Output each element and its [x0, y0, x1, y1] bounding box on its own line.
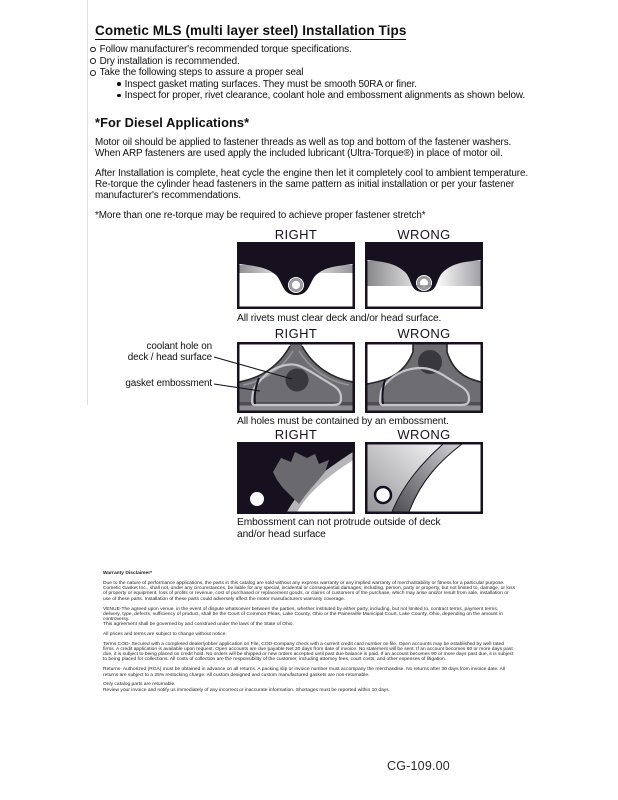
list-item — [117, 79, 525, 91]
open-bullet-icon — [90, 47, 96, 53]
list-item — [90, 56, 525, 68]
page-number: CG-109.00 — [387, 759, 450, 773]
disclaimer-paragraph: Only catalog parts are returnable. — [103, 682, 176, 688]
open-bullet-icon — [90, 70, 96, 76]
rivet-clearance-right-illustration — [237, 242, 355, 309]
installation-tips-list — [90, 44, 525, 102]
right-label: RIGHT — [274, 227, 318, 242]
coolant-hole-label: coolant hole on deck / head surface — [127, 341, 212, 363]
holes-right-diagram — [237, 342, 355, 413]
coolant-hole — [286, 369, 309, 392]
rivet-clearance-wrong-illustration — [365, 242, 483, 309]
diagram-caption: All holes must be contained by an embossment. — [237, 416, 449, 427]
section-heading: *For Diesel Applications* — [95, 115, 250, 130]
warranty-disclaimer — [103, 571, 517, 698]
diesel-applications-section — [95, 115, 531, 230]
disclaimer-paragraph: Returns- Authorized (RGA) must be obtained in advance on all returns. A packing slip or invoice number must accompany the merchandise. No returns after 30 days from invoice date. All returns are subject to a 25% restocking charge. All custom designed and custom manufactured gaskets are non-returnable. — [103, 667, 506, 678]
tip-text: Inspect gasket mating surfaces. They must be smooth 50RA or finer. — [124, 78, 417, 90]
right-label: RIGHT — [274, 427, 318, 442]
embossment-wrong-diagram — [365, 442, 483, 514]
disclaimer-paragraph: VENUE-The agreed upon venue, in the event of dispute whatsoever between the parties, whether instituted by either party, including, but not limited to, contract terms, payment terms, delivery, type, defects, sufficiency of product, shall be the Court of Common Pleas, Lake County, Ohio or the Painesville Municipal Court, Lake County, Ohio, depending on the amount in controversy. — [103, 606, 503, 622]
rivet-wrong-diagram — [365, 242, 483, 309]
bolt-hole — [250, 492, 264, 506]
paragraph: After Installation is complete, heat cycle the engine then let it completely cool to ambient temperature. Re-torque the cylinder head fasteners in the same pattern as initial installation or per your fastener manufacturer's recommendations. — [95, 168, 529, 201]
disclaimer-paragraph: All prices and terms are subject to change without notice. — [103, 632, 227, 637]
disclaimer-paragraph: This agreement shall be governed by and construed under the laws of the State of Ohio. — [103, 622, 294, 628]
embossment-right-illustration — [237, 442, 355, 514]
embossment-right-diagram — [237, 442, 355, 514]
tip-text: Follow manufacturer's recommended torque specifications. — [99, 44, 352, 55]
disclaimer-heading: Warranty Disclaimer* — [103, 571, 153, 576]
open-bullet-icon — [90, 58, 96, 64]
tip-text: Inspect for proper, rivet clearance, coolant hole and embossment alignments as shown below. — [124, 90, 525, 102]
gasket-embossment-label: gasket embossment — [125, 378, 212, 389]
rivet-right-diagram — [237, 242, 355, 309]
wrong-label: WRONG — [397, 326, 451, 341]
paragraph: Motor oil should be applied to fastener threads as well as top and bottom of the fastener washers. When ARP fasteners are used apply the included lubricant (Ultra-Torque®) in place of motor oil. — [95, 137, 512, 159]
holes-right-illustration — [237, 342, 355, 413]
tip-text: Take the following steps to assure a proper seal — [99, 67, 304, 79]
page-title: Cometic MLS (multi layer steel) Installation Tips — [95, 23, 407, 38]
embossment-wrong-illustration — [365, 442, 483, 514]
holes-wrong-illustration — [365, 342, 483, 413]
list-item — [90, 67, 525, 79]
disclaimer-paragraph: Terms COD- Secured with a completed dealer/jobber application on File, COD-Company check with a current credit card number on file. Open accounts may be established by well rated firms. A credit application is available upon request. Open accounts are due payable Net 30 days from date of invoice. No statement will be sent. If an account becomes 60 or more days past due, it is subject to being placed on credit hold. No orders will be shipped or new orders accepted until past due balance is paid. If an account becomes 90 or more days past due, it is subject to being placed for collections. All costs of collection are the responsibility of the customer, including attorney fees, court costs, and other expenses of litigation. — [103, 641, 514, 663]
bullet-icon — [117, 94, 121, 98]
wrong-label: WRONG — [397, 227, 451, 242]
wrong-label: WRONG — [397, 427, 451, 442]
list-item — [117, 90, 525, 102]
bolt-hole — [375, 487, 391, 503]
bullet-icon — [117, 82, 121, 86]
right-label: RIGHT — [274, 326, 318, 341]
diagram-caption: Embossment can not protrude outside of deck and/or head surface — [237, 517, 441, 540]
disclaimer-paragraph: Due to the nature of performance applications, the parts in this catalog are sold without any express warranty or any implied warranty of merchantability or fitness for a particular purpose. Cometic Gasket Inc., shall not, under any circumstances, be liable for any special, incidental or consequential damages, including, person, party or property, but not limited to, damage, or loss of property or equipment, loss of profits or revenue, cost of purchased or replacement goods, or claims of customers of the purchase, which may arise and/or result from sale, installation or use of these parts. Installation of these parts could adversely affect the motor manufacturers warranty coverage. — [103, 581, 516, 602]
holes-wrong-diagram — [365, 342, 483, 413]
diagram-caption: All rivets must clear deck and/or head surface. — [237, 313, 442, 324]
disclaimer-paragraph: Review your invoice and notify us immediately of any incorrect or inaccurate information. Shortages must be reported within 10 days. — [103, 687, 391, 693]
list-item — [90, 44, 525, 56]
paragraph: *More than one re-torque may be required to achieve proper fastener stretch* — [95, 210, 426, 221]
tip-text: Dry installation is recommended. — [99, 55, 240, 67]
